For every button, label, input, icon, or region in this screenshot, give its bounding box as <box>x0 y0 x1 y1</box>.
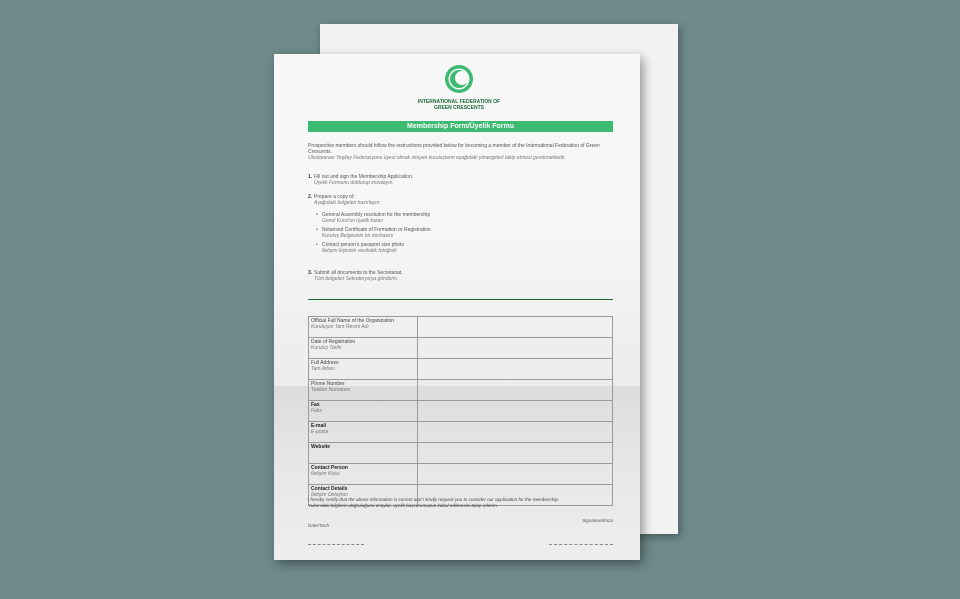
date-line[interactable] <box>308 544 364 545</box>
organization-name <box>414 99 504 111</box>
field-label-tr: Faks <box>311 407 322 414</box>
intro-text <box>308 143 613 161</box>
instructions-list <box>308 174 413 186</box>
field-label-en: Date of Registration <box>311 339 356 345</box>
field-label-tr: İletişim Kişisi <box>311 470 340 477</box>
section-divider <box>308 299 613 300</box>
certification-text <box>308 497 613 509</box>
bullet-en: Contact person's passport size photo <box>322 242 405 248</box>
intro-en: Prospective members should follow the instructions provided below for becoming a member of the International Federation of Green Crescents. <box>308 143 600 155</box>
list-item <box>308 212 431 224</box>
field-label <box>309 401 418 422</box>
list-item <box>308 270 403 282</box>
table-row <box>309 338 613 359</box>
field-input-cell[interactable] <box>418 317 613 338</box>
field-label-tr: Tam Adres <box>311 365 335 372</box>
field-label <box>309 338 418 359</box>
field-label-en: Official Full Name of the Organization <box>311 318 395 324</box>
list-item <box>308 227 431 239</box>
signature-label: Signature/İmza <box>582 518 613 523</box>
bullet-icon: • <box>316 227 318 233</box>
certification-tr: Yukarıdaki bilgilerin doğruluğunu onaylar, üyelik başvurumuzun kabul edilmesini talep ederim. <box>308 503 499 508</box>
step-tr: Aşağıdaki belgeleri hazırlayın: <box>314 200 381 206</box>
field-label-en: Fax <box>311 402 320 408</box>
instructions-list-2 <box>308 194 381 206</box>
step-number: 2. <box>308 194 313 200</box>
table-row <box>309 401 613 422</box>
field-label-tr: Kuruluş Tarihi <box>311 344 342 351</box>
field-label-en: Contact Person <box>311 465 348 471</box>
field-label-en: Full Address <box>311 360 339 366</box>
table-row <box>309 422 613 443</box>
membership-form-sheet <box>274 54 640 560</box>
membership-details-table <box>308 316 613 506</box>
field-input-cell[interactable] <box>418 422 613 443</box>
field-label-en: Website <box>311 444 331 450</box>
field-input-cell[interactable] <box>418 443 613 464</box>
bullet-icon: • <box>316 242 318 248</box>
table-row <box>309 359 613 380</box>
list-item <box>308 194 381 206</box>
field-label <box>309 317 418 338</box>
bullet-icon: • <box>316 212 318 218</box>
field-label-tr: Kuruluşun Tam Resmi Adı <box>311 323 369 330</box>
bullet-en: General Assembly resolution for the membership <box>322 212 431 218</box>
step-tr: Tüm belgeleri Sekreterya'ya gönderin. <box>314 276 399 282</box>
step-en: Fill out and sign the Membership Application. <box>314 174 414 180</box>
bullet-en: Notarised Certificate of Formation or Registration <box>322 227 431 233</box>
bullet-tr: İletişim kişisinin vesikalık fotoğrafı <box>322 248 397 254</box>
certification-en: I hereby certify that the above information is correct and I kindly request you to consider our application for the membership. <box>308 497 560 502</box>
field-label <box>309 443 418 464</box>
field-label-tr: Telefon Numarası <box>311 386 351 393</box>
form-title-banner: Membership Form/Üyelik Formu <box>308 121 613 132</box>
field-label <box>309 422 418 443</box>
bullet-tr: Kuruluş Belgesinin bir nüshasını <box>322 233 394 239</box>
step-tr: Üyelik Formunu doldurup imzalayın. <box>314 180 394 186</box>
field-label-en: Contact Details <box>311 486 348 492</box>
field-label-en: E-mail <box>311 423 327 429</box>
org-name-line2: GREEN CRESCENTS <box>433 105 484 111</box>
field-input-cell[interactable] <box>418 359 613 380</box>
table-row <box>309 464 613 485</box>
field-input-cell[interactable] <box>418 338 613 359</box>
field-label-en: Phone Number <box>311 381 345 387</box>
org-name-line1: INTERNATIONAL FEDERATION OF <box>417 99 501 105</box>
step-en: Prepare a copy of: <box>314 194 355 200</box>
bullet-list <box>308 212 431 254</box>
step-number: 1. <box>308 174 313 180</box>
field-input-cell[interactable] <box>418 401 613 422</box>
field-label-tr: E-posta <box>311 428 329 435</box>
field-label-tr: İletişim Detayları <box>311 491 348 498</box>
intro-tr: Uluslararası Yeşilay Federasyonu üyesi olmak isteyen kuruluşların aşağıdaki yönergeleri takip etmesi gerekmektedir. <box>308 155 566 161</box>
field-input-cell[interactable] <box>418 380 613 401</box>
crescent-logo-icon <box>444 64 474 94</box>
list-item <box>308 174 413 186</box>
table-row <box>309 443 613 464</box>
field-label <box>309 464 418 485</box>
field-label <box>309 359 418 380</box>
instructions-list-3 <box>308 270 403 282</box>
bullet-tr: Genel Kurul'un üyelik kararı <box>322 218 384 224</box>
signature-line[interactable] <box>549 544 613 545</box>
table-row <box>309 317 613 338</box>
field-input-cell[interactable] <box>418 464 613 485</box>
step-en: Submit all documents to the Secretariat. <box>314 270 403 276</box>
date-label: Date/Tarih <box>308 523 330 528</box>
field-label <box>309 380 418 401</box>
step-number: 3. <box>308 270 313 276</box>
table-row <box>309 380 613 401</box>
list-item <box>308 242 431 254</box>
